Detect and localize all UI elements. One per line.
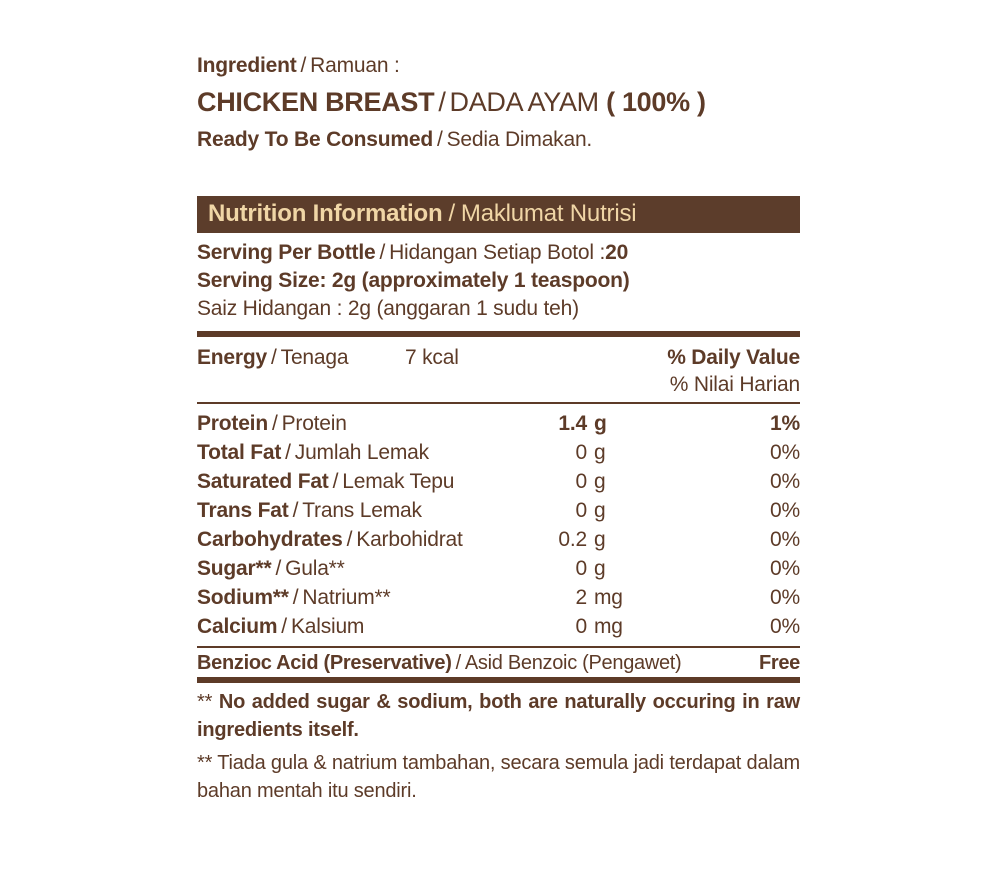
nutrient-amount: 1.4 — [558, 412, 587, 435]
product-name-en: CHICKEN BREAST — [197, 87, 435, 117]
nutrition-header-bar — [197, 196, 800, 233]
nutrient-daily-value: 0% — [770, 528, 800, 551]
preservative-en: Benzioc Acid (Preservative) — [197, 652, 452, 674]
nutrient-name-ms: Lemak Tepu — [342, 470, 455, 493]
energy-label-group — [197, 344, 459, 371]
nutrient-daily-value: 0% — [770, 615, 800, 638]
ready-label-en: Ready To Be Consumed — [197, 128, 433, 151]
table-row-trans-fat — [197, 496, 800, 525]
energy-row — [197, 344, 800, 398]
nutrient-daily-value: 0% — [770, 499, 800, 522]
nutrient-amount: 0 — [575, 441, 587, 464]
serving-size-line-ms — [197, 295, 800, 323]
nutrient-name-en: Protein — [197, 412, 268, 435]
energy-value: 7 kcal — [405, 346, 459, 369]
nutrient-name-en: Sodium** — [197, 586, 289, 609]
nutrient-table — [197, 409, 800, 641]
serving-section — [197, 239, 800, 323]
slash-separator: / — [271, 412, 278, 435]
energy-name — [197, 344, 405, 371]
nutrient-name-ms: Protein — [281, 412, 347, 435]
energy-label-ms: Tenaga — [280, 346, 349, 369]
nutrient-name-en: Calcium — [197, 615, 278, 638]
preservative-value: Free — [758, 652, 800, 674]
nutrient-name-en: Saturated Fat — [197, 470, 329, 493]
nutrient-label — [197, 525, 522, 554]
slash-separator: / — [438, 87, 446, 117]
nutrient-amount: 0 — [575, 557, 587, 580]
slash-separator: / — [285, 441, 291, 464]
table-row-total-fat — [197, 438, 800, 467]
nutrient-name-ms: Gula** — [285, 557, 345, 580]
slash-separator: / — [292, 586, 299, 609]
nutrient-name-ms: Jumlah Lemak — [294, 441, 429, 464]
nutrient-unit: g — [594, 470, 606, 493]
ingredient-label-en: Ingredient — [197, 54, 297, 77]
serving-per-bottle-en: Serving Per Bottle — [197, 241, 376, 264]
nutrient-amount: 0 — [575, 615, 587, 638]
energy-label-en: Energy — [197, 346, 267, 369]
nutrient-unit: mg — [594, 586, 623, 609]
nutrition-title-ms: Maklumat Nutrisi — [460, 199, 637, 227]
product-name-line — [197, 86, 800, 118]
footnote-ms — [197, 749, 800, 805]
nutrient-label — [197, 438, 522, 467]
slash-separator: / — [436, 128, 443, 151]
slash-separator: / — [275, 557, 282, 580]
nutrient-label — [197, 496, 522, 525]
nutrient-amount: 0 — [575, 499, 587, 522]
nutrition-label — [197, 0, 800, 805]
divider-thick-top — [197, 331, 800, 337]
nutrient-unit: g — [594, 412, 607, 435]
nutrient-daily-value: 0% — [770, 586, 800, 609]
serving-per-bottle-line — [197, 239, 800, 267]
nutrient-name-en: Carbohydrates — [197, 528, 343, 551]
nutrient-name-en: Total Fat — [197, 441, 282, 464]
serving-size-ms: Saiz Hidangan : 2g (anggaran 1 sudu teh) — [197, 297, 579, 320]
nutrient-name-ms: Kalsium — [290, 615, 365, 638]
daily-value-header — [667, 344, 800, 398]
nutrient-amount: 2 — [575, 586, 587, 609]
nutrient-label — [197, 409, 522, 438]
ready-to-consume-line — [197, 127, 800, 153]
footnote-text-ms: Tiada gula & natrium tambahan, secara semula jadi terdapat dalam bahan mentah itu sendiri. — [197, 752, 800, 802]
ingredient-label-ms: Ramuan : — [310, 54, 400, 77]
slash-separator: / — [346, 528, 353, 551]
preservative-label — [197, 650, 681, 677]
nutrient-name-en: Sugar** — [197, 557, 272, 580]
table-row-sugar — [197, 554, 800, 583]
product-percentage: ( 100% ) — [606, 87, 706, 117]
slash-separator: / — [300, 54, 307, 77]
nutrient-name-ms: Trans Lemak — [302, 499, 422, 522]
nutrient-name-en: Trans Fat — [197, 499, 289, 522]
slash-separator: / — [332, 470, 339, 493]
nutrient-unit: g — [594, 557, 606, 580]
ingredient-section — [197, 0, 800, 153]
footnote-marker: ** — [197, 752, 213, 774]
divider-thick-bottom — [197, 677, 800, 683]
nutrient-unit: g — [594, 499, 606, 522]
daily-value-ms: % Nilai Harian — [669, 373, 800, 396]
nutrient-label — [197, 612, 522, 641]
footnote-marker: ** — [197, 691, 213, 713]
preservative-ms: Asid Benzoic (Pengawet) — [464, 652, 682, 674]
divider-thin-upper — [197, 402, 800, 404]
footnote-text-en: No added sugar & sodium, both are naturally occuring in raw ingredients itself. — [197, 691, 800, 741]
table-row-carbohydrates — [197, 525, 800, 554]
serving-per-bottle-count: 20 — [605, 241, 629, 264]
nutrient-label — [197, 467, 522, 496]
table-row-calcium — [197, 612, 800, 641]
slash-separator: / — [281, 615, 287, 638]
nutrient-daily-value: 0% — [770, 470, 800, 493]
nutrient-unit: mg — [594, 615, 623, 638]
slash-separator: / — [379, 241, 386, 264]
nutrient-daily-value: 0% — [770, 441, 800, 464]
nutrient-unit: g — [594, 441, 606, 464]
serving-per-bottle-ms: Hidangan Setiap Botol : — [389, 241, 606, 264]
preservative-row — [197, 650, 800, 677]
nutrient-label — [197, 583, 522, 612]
daily-value-en: % Daily Value — [667, 346, 800, 369]
nutrient-label — [197, 554, 522, 583]
ready-label-ms: Sedia Dimakan. — [446, 128, 593, 151]
table-row-protein — [197, 409, 800, 438]
table-row-sodium — [197, 583, 800, 612]
nutrient-name-ms: Karbohidrat — [356, 528, 463, 551]
nutrient-amount: 0 — [575, 470, 587, 493]
slash-separator: / — [455, 652, 461, 674]
nutrient-amount: 0.2 — [558, 528, 587, 551]
serving-size-line-en — [197, 267, 800, 295]
footnote-en — [197, 688, 800, 744]
ingredient-heading — [197, 53, 800, 79]
slash-separator: / — [271, 346, 277, 369]
slash-separator: / — [448, 199, 455, 227]
slash-separator: / — [292, 499, 299, 522]
nutrient-daily-value: 1% — [770, 412, 800, 435]
nutrition-title-en: Nutrition Information — [208, 199, 443, 227]
serving-size-en: Serving Size: 2g (approximately 1 teaspoon) — [197, 269, 630, 292]
table-row-saturated-fat — [197, 467, 800, 496]
divider-thin-lower — [197, 646, 800, 648]
nutrient-unit: g — [594, 528, 606, 551]
nutrient-daily-value: 0% — [770, 557, 800, 580]
product-name-ms: DADA AYAM — [449, 87, 599, 117]
nutrient-name-ms: Natrium** — [302, 586, 391, 609]
